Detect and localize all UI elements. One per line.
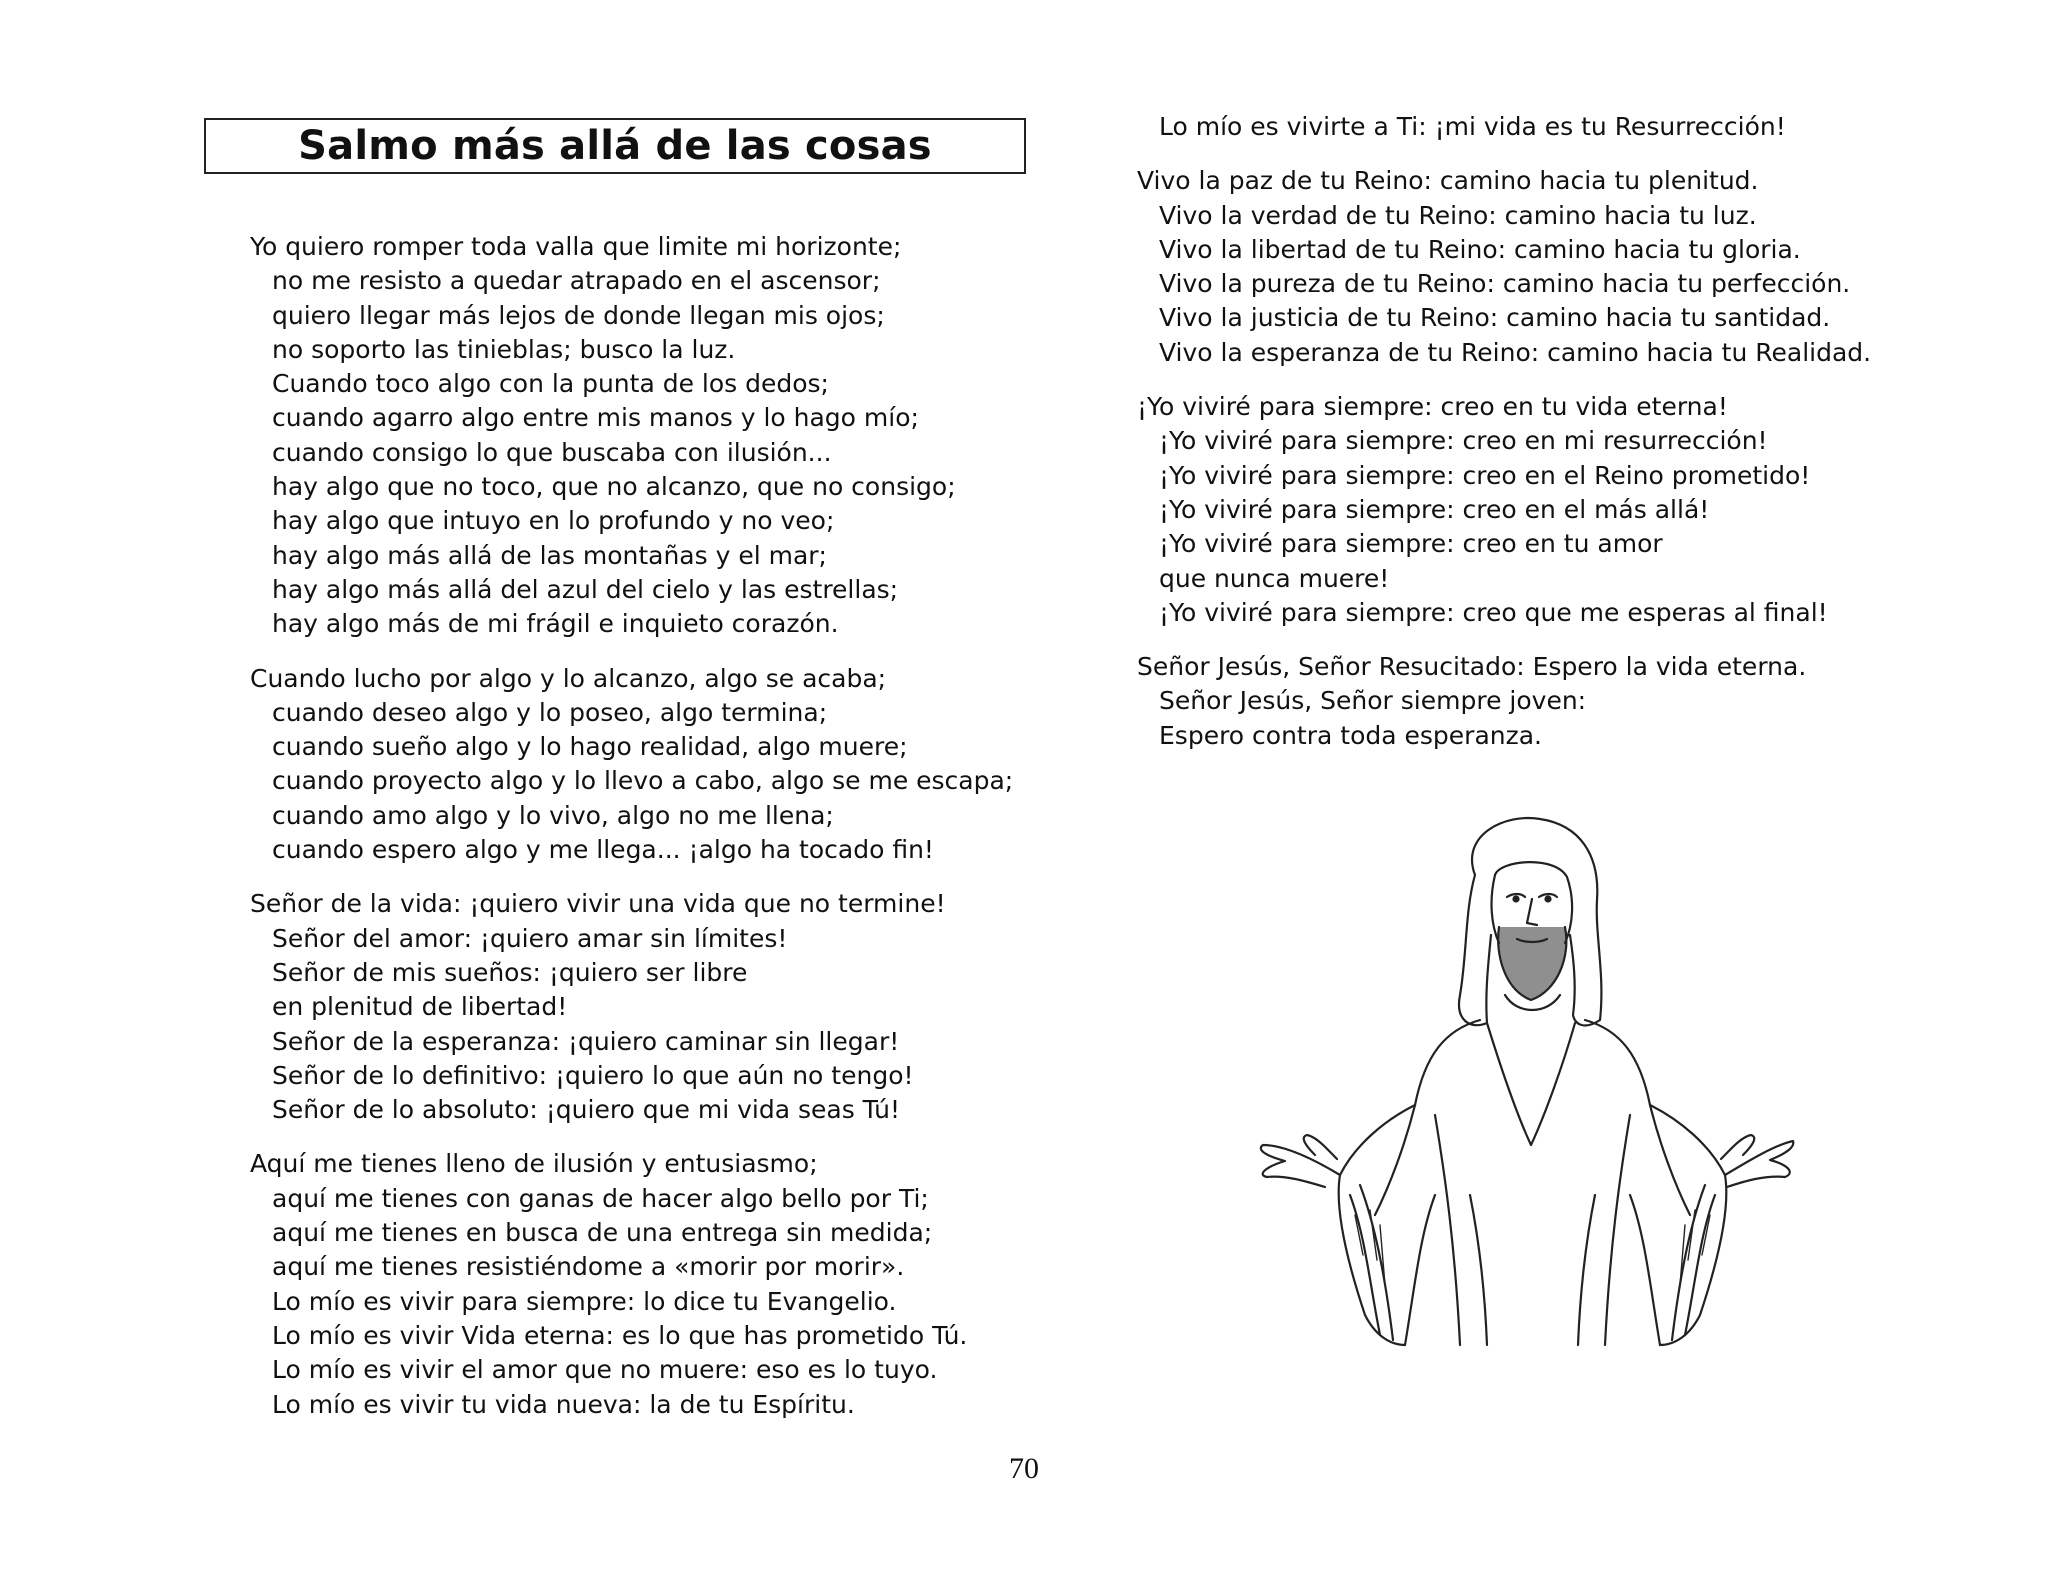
- verse-line: Vivo la verdad de tu Reino: camino hacia tu luz.: [1159, 200, 1757, 230]
- verse-line: cuando amo algo y lo vivo, algo no me llena;: [272, 800, 834, 830]
- verse-line: Aquí me tienes lleno de ilusión y entusiasmo;: [250, 1149, 818, 1179]
- verse-line: no me resisto a quedar atrapado en el ascensor;: [272, 266, 881, 296]
- verse-line: hay algo más de mi frágil e inquieto corazón.: [272, 609, 839, 639]
- verse-line: Vivo la esperanza de tu Reino: camino hacia tu Realidad.: [1159, 337, 1872, 367]
- verse-line: cuando deseo algo y lo poseo, algo termina;: [272, 697, 828, 727]
- verse-line: quiero llegar más lejos de donde llegan mis ojos;: [272, 300, 885, 330]
- verse-line: Señor de lo absoluto: ¡quiero que mi vida seas Tú!: [272, 1095, 901, 1125]
- verse-line: Señor de mis sueños: ¡quiero ser libre: [272, 957, 748, 987]
- verse-line: Lo mío es vivir el amor que no muere: eso es lo tuyo.: [272, 1355, 938, 1385]
- title-box: [204, 118, 1026, 174]
- verse-line: aquí me tienes con ganas de hacer algo bello por Ti;: [272, 1183, 929, 1213]
- verse-line: ¡Yo viviré para siempre: creo en mi resurrección!: [1159, 426, 1768, 456]
- verse-line: Señor Jesús, Señor siempre joven:: [1159, 686, 1587, 716]
- verse-line: hay algo que intuyo en lo profundo y no veo;: [272, 506, 835, 536]
- verse-line: ¡Yo viviré para siempre: creo en tu amor: [1159, 529, 1663, 559]
- verse-line: Lo mío es vivir para siempre: lo dice tu Evangelio.: [272, 1286, 897, 1316]
- verse-line: cuando agarro algo entre mis manos y lo hago mío;: [272, 403, 919, 433]
- verse-line: Cuando toco algo con la punta de los dedos;: [272, 369, 829, 399]
- verse-line: hay algo más allá del azul del cielo y las estrellas;: [272, 574, 899, 604]
- verse-line: Lo mío es vivir Vida eterna: es lo que has prometido Tú.: [272, 1320, 968, 1350]
- stanza-2: [250, 662, 1050, 868]
- stanza-5: [1137, 164, 1957, 370]
- stanza-7: [1137, 650, 1957, 753]
- verse-line: en plenitud de libertad!: [272, 992, 568, 1022]
- verse-line: aquí me tienes resistiéndome a «morir por morir».: [272, 1252, 905, 1282]
- verse-line: cuando proyecto algo y lo llevo a cabo, algo se me escapa;: [272, 766, 1014, 796]
- verse-line: Señor del amor: ¡quiero amar sin límites!: [272, 923, 788, 953]
- verse-line: Señor de la esperanza: ¡quiero caminar sin llegar!: [272, 1026, 900, 1056]
- stanza-4: [250, 1147, 1050, 1421]
- verse-line: Lo mío es vivirte a Ti: ¡mi vida es tu Resurrección!: [1159, 112, 1786, 141]
- verse-line: Espero contra toda esperanza.: [1159, 720, 1542, 750]
- verse-line: ¡Yo viviré para siempre: creo en el más allá!: [1159, 494, 1710, 524]
- verse-line: no soporto las tinieblas; busco la luz.: [272, 334, 736, 364]
- verse-line: aquí me tienes en busca de una entrega sin medida;: [272, 1218, 933, 1248]
- verse-line: hay algo que no toco, que no alcanzo, que no consigo;: [272, 472, 956, 502]
- verse-line: Yo quiero romper toda valla que limite mi horizonte;: [250, 232, 902, 261]
- left-column: [250, 230, 1050, 1442]
- verse-line: ¡Yo viviré para siempre: creo en el Reino prometido!: [1159, 460, 1811, 490]
- verse-line: Vivo la justicia de tu Reino: camino hacia tu santidad.: [1159, 303, 1831, 333]
- page-number: 70: [1009, 1452, 1039, 1485]
- jesus-open-arms-illustration: [1255, 815, 1795, 1355]
- verse-line: cuando espero algo y me llega... ¡algo ha tocado fin!: [272, 835, 934, 865]
- stanza-3: [250, 887, 1050, 1127]
- right-column: [1137, 110, 1957, 773]
- page-title: Salmo más allá de las cosas: [298, 123, 932, 169]
- verse-line: Señor de lo definitivo: ¡quiero lo que aún no tengo!: [272, 1060, 914, 1090]
- stanza-continuation: [1137, 110, 1957, 144]
- verse-line: Lo mío es vivir tu vida nueva: la de tu Espíritu.: [272, 1389, 855, 1419]
- verse-line: que nunca muere!: [1159, 563, 1390, 593]
- stanza-1: [250, 230, 1050, 642]
- verse-line: Señor de la vida: ¡quiero vivir una vida que no termine!: [250, 889, 946, 919]
- verse-line: hay algo más allá de las montañas y el mar;: [272, 540, 827, 570]
- verse-line: Señor Jesús, Señor Resucitado: Espero la vida eterna.: [1137, 652, 1807, 682]
- verse-line: cuando sueño algo y lo hago realidad, algo muere;: [272, 732, 908, 762]
- verse-line: Cuando lucho por algo y lo alcanzo, algo se acaba;: [250, 663, 887, 693]
- verse-line: ¡Yo viviré para siempre: creo que me esperas al final!: [1159, 597, 1828, 627]
- verse-line: Vivo la libertad de tu Reino: camino hacia tu gloria.: [1159, 234, 1801, 264]
- verse-line: ¡Yo viviré para siempre: creo en tu vida eterna!: [1137, 392, 1728, 422]
- verse-line: Vivo la pureza de tu Reino: camino hacia tu perfección.: [1159, 269, 1851, 299]
- verse-line: cuando consigo lo que buscaba con ilusión...: [272, 437, 832, 467]
- stanza-6: [1137, 390, 1957, 630]
- verse-line: Vivo la paz de tu Reino: camino hacia tu plenitud.: [1137, 166, 1759, 196]
